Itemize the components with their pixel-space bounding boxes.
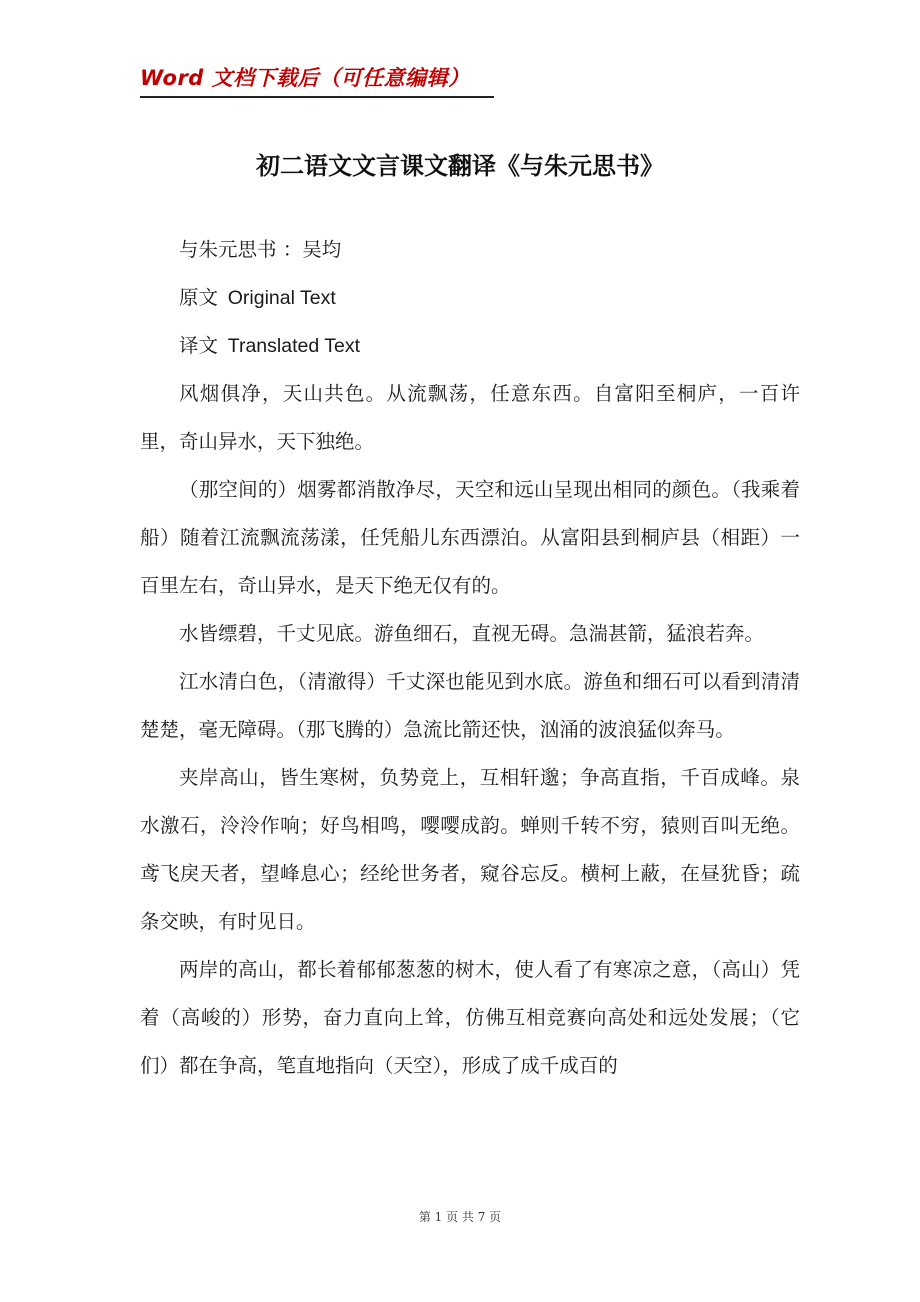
document-title: 初二语文文言课文翻译《与朱元思书》 (256, 151, 664, 180)
paragraph-translation-3: 两岸的高山，都长着郁郁葱葱的树木，使人看了有寒凉之意，（高山）凭着（高峻的）形势，奋力直向上耸，仿佛互相竞赛向高处和远处发展；（它们）都在争高，笔直地指向（天空），形成了成千成百的 (140, 958, 800, 1077)
original-en-label: Original Text (227, 287, 336, 309)
paragraph-original-1: 风烟俱净，天山共色。从流飘荡，任意东西。自富阳至桐庐，一百许里，奇山异水，天下独绝。 (140, 382, 800, 453)
document-body (140, 226, 800, 1090)
translated-en-label: Translated Text (227, 335, 360, 357)
original-label: 原文 (179, 286, 219, 309)
work-author-line: 与朱元思书 ：吴均 (179, 238, 342, 261)
paragraph-original-2: 水皆缥碧，千丈见底。游鱼细石，直视无碍。急湍甚箭，猛浪若奔。 (179, 622, 765, 645)
translated-label: 译文 (179, 334, 219, 357)
banner-text: Word 文档下载后（可任意编辑） (140, 66, 470, 90)
original-text-line (140, 274, 800, 322)
paragraph-translation-2: 江水清白色，（清澈得）千丈深也能见到水底。游鱼和细石可以看到清清楚楚，毫无障碍。（那飞腾的）急流比箭还快，汹涌的波浪猛似奔马。 (140, 670, 800, 741)
page-number: 第 1 页 共 7 页 (418, 1210, 502, 1224)
download-banner (140, 62, 494, 98)
paragraph-translation-1: （那空间的）烟雾都消散净尽，天空和远山呈现出相同的颜色。（我乘着船）随着江流飘流荡漾，任凭船儿东西漂泊。从富阳县到桐庐县（相距）一百里左右，奇山异水，是天下绝无仅有的。 (140, 478, 800, 597)
paragraph-original-3: 夹岸高山，皆生寒树，负势竞上，互相轩邈；争高直指，千百成峰。泉水激石，泠泠作响；好鸟相鸣，嘤嘤成韵。蝉则千转不穷，猿则百叫无绝。鸢飞戾天者，望峰息心；经纶世务者，窥谷忘反。横柯上蔽，在昼犹昏；疏条交映，有时见日。 (140, 766, 800, 933)
translated-text-line (140, 322, 800, 370)
